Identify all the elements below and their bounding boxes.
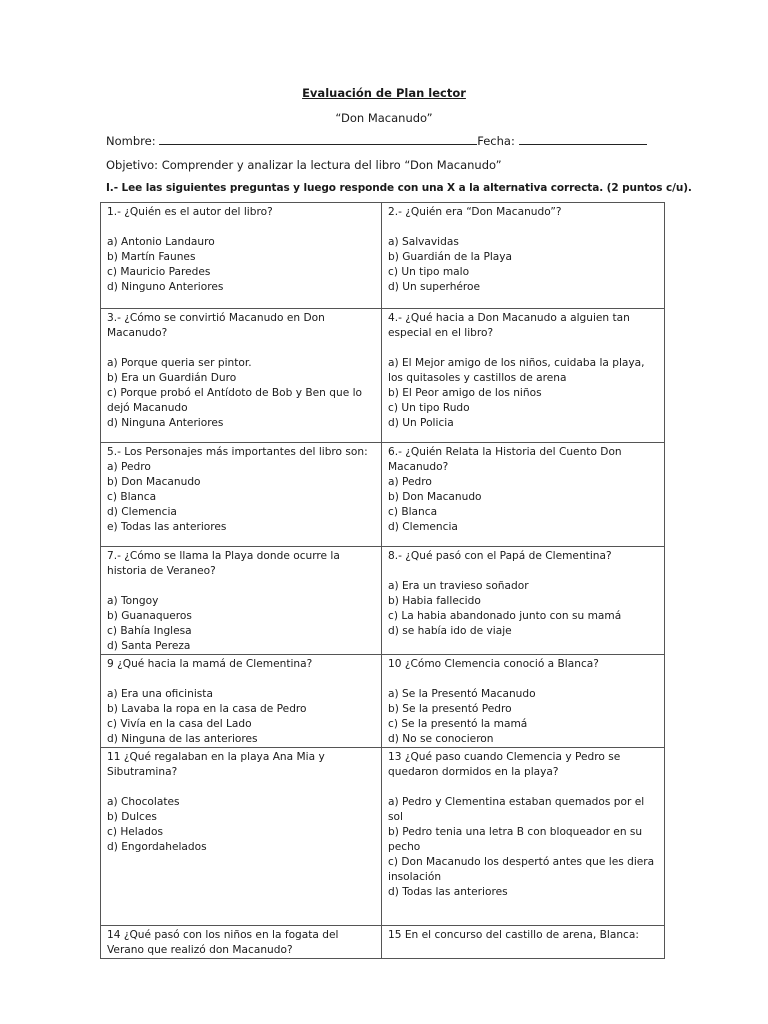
question-text: 1.- ¿Quién es el autor del libro? [107,206,273,218]
spacer [388,780,658,795]
question-text: 5.- Los Personajes más importantes del libro son: [107,446,368,458]
question-text: 2.- ¿Quién era “Don Macanudo”? [388,206,562,218]
question-cell [101,203,382,309]
spacer [107,579,375,594]
answer-option[interactable]: c) Blanca [388,506,438,518]
spacer [107,672,375,687]
question-row [101,203,665,309]
question-cell [101,926,382,959]
question-cell [382,547,665,655]
question-text: 3.- ¿Cómo se convirtió Macanudo en Don Macanudo? [107,312,325,339]
spacer [388,564,658,579]
answer-option[interactable]: a) Chocolates [107,796,180,808]
question-text: 6.- ¿Quién Relata la Historia del Cuento Don Macanudo? [388,446,622,473]
answer-option[interactable]: c) Mauricio Paredes [107,266,211,278]
question-cell [382,309,665,443]
subtitle: “Don Macanudo” [335,111,433,125]
question-text: 4.- ¿Qué hacia a Don Macanudo a alguien tan especial en el libro? [388,312,630,339]
nombre-label: Nombre: [106,134,156,148]
answer-option[interactable]: d) se había ido de viaje [388,625,512,637]
question-cell [382,443,665,547]
answer-option[interactable]: a) Porque queria ser pintor. [107,357,252,369]
question-row [101,443,665,547]
answer-option[interactable]: b) Era un Guardián Duro [107,372,237,384]
answer-option[interactable]: c) Un tipo Rudo [388,402,470,414]
answer-option[interactable]: c) Vivía en la casa del Lado [107,718,252,730]
answer-option[interactable]: d) Engordahelados [107,841,207,853]
question-row [101,655,665,748]
name-date-line [106,133,666,148]
answer-option[interactable]: b) Habia fallecido [388,595,481,607]
answer-option[interactable]: b) Don Macanudo [107,476,201,488]
answer-option[interactable]: e) Todas las anteriores [107,521,227,533]
question-row [101,309,665,443]
objective: Objetivo: Comprender y analizar la lectura del libro “Don Macanudo” [106,158,502,172]
question-text: 11 ¿Qué regalaban en la playa Ana Mia y Sibutramina? [107,751,325,778]
spacer [388,672,658,687]
title: Evaluación de Plan lector [302,86,466,100]
answer-option[interactable]: d) Un superhéroe [388,281,481,293]
fecha-label: Fecha: [477,134,515,148]
question-cell [101,309,382,443]
nombre-field[interactable] [159,133,477,145]
answer-option[interactable]: a) Antonio Landauro [107,236,215,248]
question-row [101,926,665,959]
answer-option[interactable]: d) Todas las anteriores [388,886,508,898]
answer-option[interactable]: b) Se la presentó Pedro [388,703,512,715]
question-text: 15 En el concurso del castillo de arena, Blanca: [388,929,639,941]
spacer [107,220,375,235]
answer-option[interactable]: b) Guardián de la Playa [388,251,513,263]
answer-option[interactable]: b) Martín Faunes [107,251,196,263]
answer-option[interactable]: d) Clemencia [388,521,458,533]
question-text: 14 ¿Qué pasó con los niños en la fogata del Verano que realizó don Macanudo? [107,929,339,956]
answer-option[interactable]: c) Porque probó el Antídoto de Bob y Ben que lo dejó Macanudo [107,387,363,414]
question-cell [382,655,665,748]
spacer [107,341,375,356]
question-cell [101,655,382,748]
question-cell [101,443,382,547]
answer-option[interactable]: c) Blanca [107,491,157,503]
answer-option[interactable]: c) Don Macanudo los despertó antes que les diera insolación [388,856,655,883]
instructions: I.- Lee las siguientes preguntas y luego responde con una X a la alternativa correcta. (2 puntos c/u). [106,182,692,194]
answer-option[interactable]: b) Dulces [107,811,157,823]
answer-option[interactable]: a) Se la Presentó Macanudo [388,688,536,700]
answer-option[interactable]: c) Helados [107,826,163,838]
answer-option[interactable]: a) Pedro y Clementina estaban quemados por el sol [388,796,645,823]
answer-option[interactable]: b) Guanaqueros [107,610,192,622]
spacer [388,341,658,356]
question-text: 7.- ¿Cómo se llama la Playa donde ocurre la historia de Veraneo? [107,550,340,577]
answer-option[interactable]: d) Un Policia [388,417,454,429]
answer-option[interactable]: a) Pedro [388,476,432,488]
question-row [101,748,665,926]
answer-option[interactable]: c) Se la presentó la mamá [388,718,528,730]
answer-option[interactable]: a) Era una oficinista [107,688,213,700]
question-text: 8.- ¿Qué pasó con el Papá de Clementina? [388,550,612,562]
answer-option[interactable]: a) Pedro [107,461,151,473]
answer-option[interactable]: a) Era un travieso soñador [388,580,529,592]
question-cell [101,547,382,655]
answer-option[interactable]: a) Tongoy [107,595,159,607]
answer-option[interactable]: c) La habia abandonado junto con su mamá [388,610,622,622]
question-cell [101,748,382,926]
answer-option[interactable]: a) El Mejor amigo de los niños, cuidaba la playa, los quitasoles y castillos de arena [388,357,645,384]
answer-option[interactable]: d) Clemencia [107,506,177,518]
question-row [101,547,665,655]
answer-option[interactable]: c) Bahía Inglesa [107,625,192,637]
spacer [107,780,375,795]
answer-option[interactable]: d) Ninguno Anteriores [107,281,224,293]
answer-option[interactable]: b) Lavaba la ropa en la casa de Pedro [107,703,307,715]
answer-option[interactable]: b) Don Macanudo [388,491,482,503]
answer-option[interactable]: b) Pedro tenia una letra B con bloqueador en su pecho [388,826,643,853]
answer-option[interactable]: b) El Peor amigo de los niños [388,387,542,399]
spacer [388,220,658,235]
question-text: 9 ¿Qué hacia la mamá de Clementina? [107,658,313,670]
answer-option[interactable]: a) Salvavidas [388,236,459,248]
answer-option[interactable]: d) Santa Pereza [107,640,191,652]
questions-table [100,202,665,959]
question-text: 10 ¿Cómo Clemencia conoció a Blanca? [388,658,599,670]
question-text: 13 ¿Qué paso cuando Clemencia y Pedro se quedaron dormidos en la playa? [388,751,621,778]
answer-option[interactable]: d) Ninguna Anteriores [107,417,224,429]
answer-option[interactable]: c) Un tipo malo [388,266,470,278]
fecha-field[interactable] [519,133,647,145]
question-cell [382,748,665,926]
answer-option[interactable]: d) No se conocieron [388,733,494,745]
question-cell [382,926,665,959]
answer-option[interactable]: d) Ninguna de las anteriores [107,733,258,745]
question-cell [382,203,665,309]
